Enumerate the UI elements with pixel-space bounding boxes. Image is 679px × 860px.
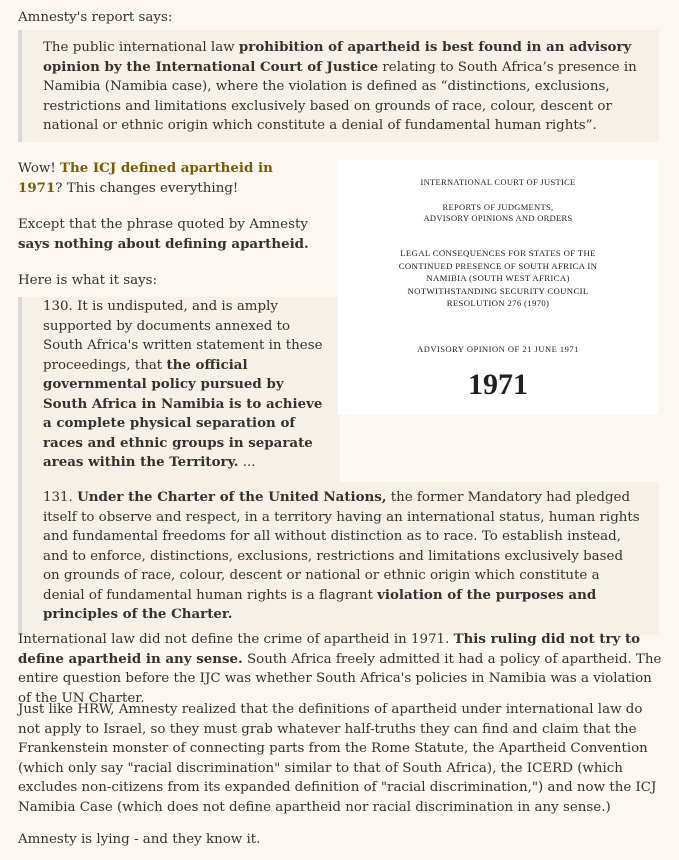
paragraph-hrw: Just like HRW, Amnesty realized that the definitions of apartheid under international law do not apply to Israel, so they must grab whatever half-truths they can find and claim that the Frankenstein monster of connecting parts from the Rome Statute, the Apartheid Convention (which only say "racial discrimination" similar to that of South Africa), the ICERD (which excludes non-citizens from its expanded definition of "racial discrimination,") and now the ICJ Namibia Case (which does not define apartheid nor racial discrimination in any sense.) (18, 702, 657, 815)
blockquote-amnesty (18, 30, 659, 142)
paragraph-lying: Amnesty is lying - and they know it. (18, 832, 261, 847)
paragraph-text: Wow! (18, 161, 61, 176)
doc-line: LEGAL CONSEQUENCES FOR STATES OF THE (400, 248, 596, 258)
paragraph-international-law (18, 630, 663, 708)
quote-bold: prohibition of apartheid is best found in an advisory opinion by the International Court of Justice (43, 39, 632, 75)
doc-line: REPORTS OF JUDGMENTS, (442, 202, 554, 212)
doc-line: RESOLUTION 276 (1970) (446, 298, 550, 308)
intro-text: Amnesty's report says: (18, 10, 173, 25)
doc-advisory: ADVISORY OPINION OF 21 JUNE 1971 (417, 344, 579, 354)
doc-reports (338, 202, 658, 224)
icj-document-image (338, 160, 658, 414)
blockquote-131 (18, 482, 659, 635)
quote-text: The public international law (43, 40, 239, 55)
quote-text: the former Mandatory had pledged itself to observe and respect, in a territory having an international status, human rights and fundamental freedoms for all without distinction as to race. To establish instead, and to enforce, distinctions, exclusions, restrictions and limitations exclusively based on grounds of race, colour, descent or national or ethnic origin which constitute a denial of fundamental human rights is a flagrant (43, 490, 640, 603)
quote-text: ... (238, 455, 256, 470)
quote-text: relating to South Africa’s presence in Namibia (Namibia case), where the violation is defined as “distinctions, exclusions, restrictions and limitations exclusively based on grounds of race, colour, descent or national or ethnic origin which constitute a denial of fundamental human rights”. (43, 59, 637, 133)
paragraph-text: South Africa freely admitted it had a policy of apartheid. The entire question before the IJC was whether South Africa's policies in Namibia was a violation of the UN Charter. (18, 651, 662, 706)
doc-court: INTERNATIONAL COURT OF JUSTICE (420, 177, 576, 187)
paragraph-except (18, 215, 318, 254)
paragraph-wow (18, 159, 318, 198)
icj-link[interactable]: The ICJ defined apartheid in 1971 (18, 160, 273, 196)
quote-bold: the official governmental policy pursued by South Africa in Namibia is to achieve a complete physical separation of races and ethnic groups in separate areas within the Territory. (43, 356, 323, 470)
doc-line: ADVISORY OPINIONS AND ORDERS (423, 213, 573, 223)
doc-year: 1971 (468, 368, 528, 401)
paragraph-text: ? This changes everything! (55, 180, 239, 196)
paragraph-bold: says nothing about defining apartheid. (18, 235, 309, 252)
doc-line: CONTINUED PRESENCE OF SOUTH AFRICA IN (398, 260, 598, 271)
blockquote-130 (18, 297, 340, 483)
quote-bold: Under the Charter of the United Nations, (77, 489, 387, 505)
paragraph-here: Here is what it says: (18, 273, 158, 288)
doc-legal-title (338, 247, 658, 310)
paragraph-text: Except that the phrase quoted by Amnesty (18, 217, 308, 232)
quote-text: 130. It is undisputed, and is amply supported by documents annexed to South Africa's written statement in these proceedings, that (43, 299, 323, 373)
paragraph-text: International law did not define the crime of apartheid in 1971. (18, 632, 454, 647)
doc-line: NOTWITHSTANDING SECURITY COUNCIL (407, 285, 589, 296)
quote-text: 131. (43, 490, 78, 505)
quote-bold: violation of the purposes and principles of the Charter. (43, 586, 597, 622)
doc-line: NAMIBIA (SOUTH WEST AFRICA) (426, 273, 570, 283)
paragraph-bold: This ruling did not try to define apartheid in any sense. (18, 631, 641, 667)
